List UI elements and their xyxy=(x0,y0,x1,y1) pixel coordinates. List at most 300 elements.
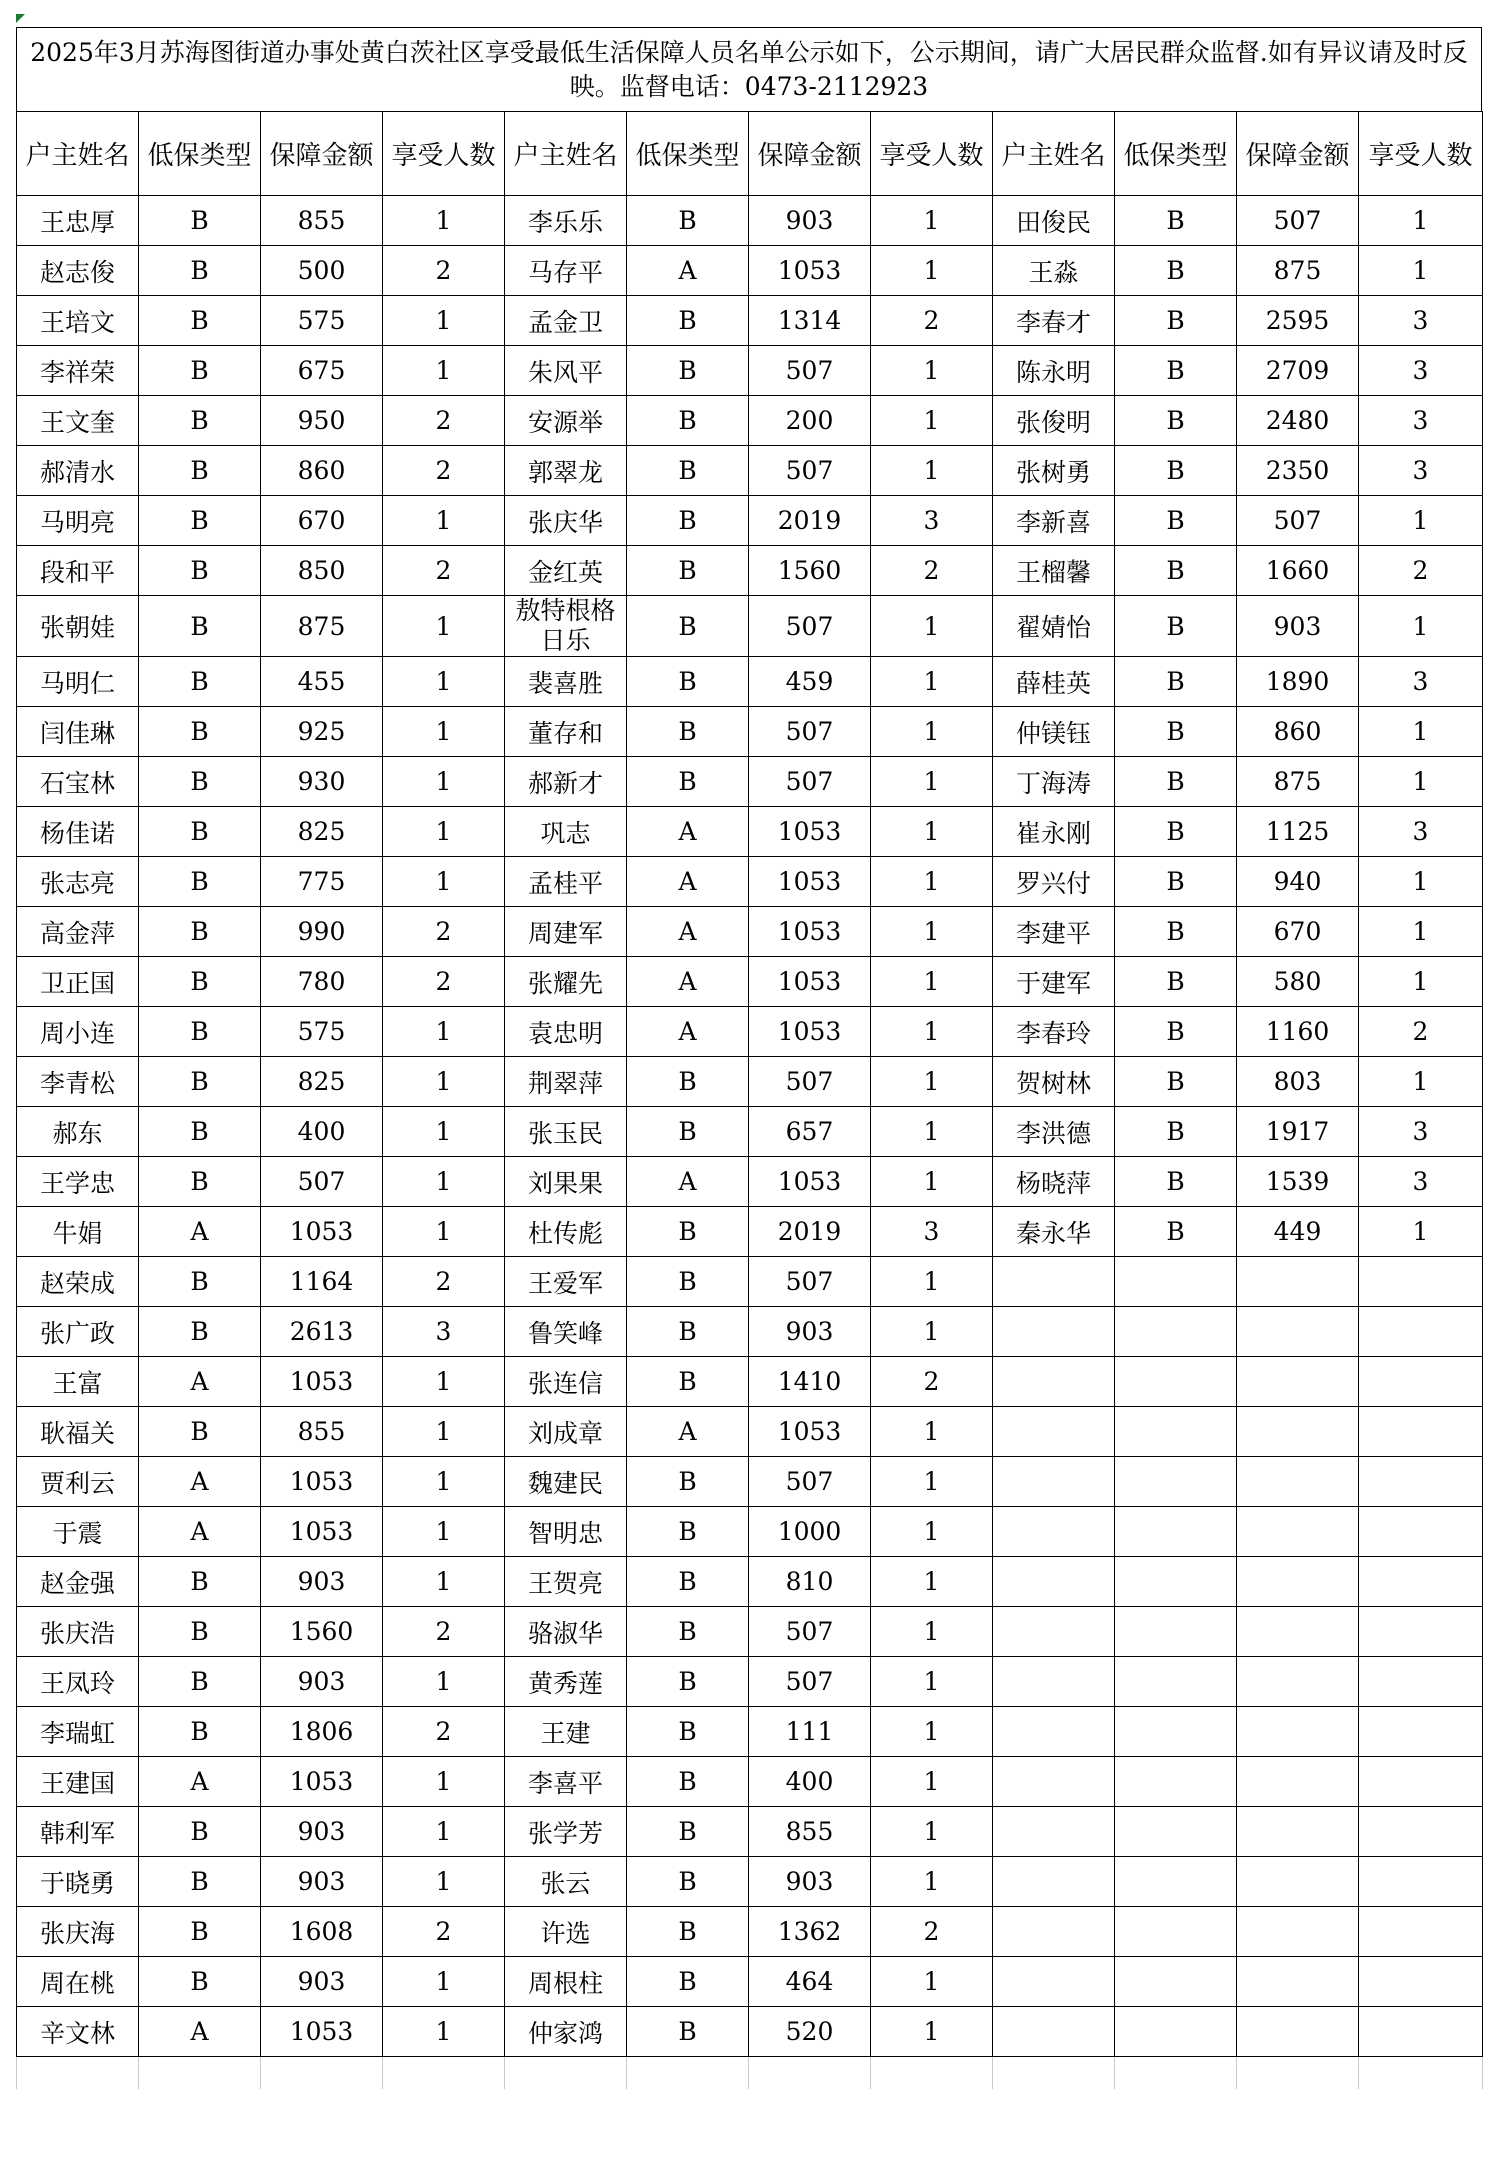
allowance-amount-cell[interactable]: 855 xyxy=(261,1407,383,1457)
householder-name-cell[interactable]: 李喜平 xyxy=(505,1757,627,1807)
householder-name-cell[interactable]: 赵荣成 xyxy=(17,1257,139,1307)
allowance-type-cell[interactable]: B xyxy=(627,1257,749,1307)
allowance-type-cell[interactable]: B xyxy=(139,446,261,496)
allowance-amount-cell[interactable]: 1160 xyxy=(1237,1007,1359,1057)
allowance-amount-cell[interactable]: 507 xyxy=(749,346,871,396)
allowance-type-cell[interactable]: B xyxy=(139,196,261,246)
householder-name-cell[interactable]: 杨晓萍 xyxy=(993,1157,1115,1207)
allowance-type-cell[interactable]: B xyxy=(1115,396,1237,446)
beneficiary-count-cell[interactable]: 2 xyxy=(383,1607,505,1657)
householder-name-cell[interactable]: 周根柱 xyxy=(505,1957,627,2007)
allowance-amount-cell[interactable]: 903 xyxy=(749,196,871,246)
allowance-amount-cell[interactable]: 455 xyxy=(261,657,383,707)
beneficiary-count-cell[interactable]: 1 xyxy=(1359,596,1483,657)
beneficiary-count-cell[interactable]: 2 xyxy=(1359,1007,1483,1057)
beneficiary-count-cell[interactable] xyxy=(1359,1657,1483,1707)
allowance-amount-cell[interactable]: 1053 xyxy=(261,1357,383,1407)
allowance-type-cell[interactable]: B xyxy=(627,1957,749,2007)
beneficiary-count-cell[interactable] xyxy=(1359,1307,1483,1357)
householder-name-cell[interactable]: 鲁笑峰 xyxy=(505,1307,627,1357)
allowance-amount-cell[interactable]: 903 xyxy=(1237,596,1359,657)
beneficiary-count-cell[interactable]: 1 xyxy=(383,1757,505,1807)
householder-name-cell[interactable] xyxy=(993,1857,1115,1907)
householder-name-cell[interactable]: 杨佳诺 xyxy=(17,807,139,857)
householder-name-cell[interactable]: 杜传彪 xyxy=(505,1207,627,1257)
allowance-type-cell[interactable] xyxy=(1115,2007,1237,2057)
beneficiary-count-cell[interactable]: 1 xyxy=(1359,1207,1483,1257)
householder-name-cell[interactable]: 王建 xyxy=(505,1707,627,1757)
allowance-type-cell[interactable]: B xyxy=(627,396,749,446)
householder-name-cell[interactable]: 王榴馨 xyxy=(993,546,1115,596)
beneficiary-count-cell[interactable]: 1 xyxy=(871,1557,993,1607)
householder-name-cell[interactable]: 张朝娃 xyxy=(17,596,139,657)
beneficiary-count-cell[interactable]: 1 xyxy=(871,2007,993,2057)
beneficiary-count-cell[interactable]: 2 xyxy=(1359,546,1483,596)
allowance-amount-cell[interactable]: 903 xyxy=(261,1957,383,2007)
householder-name-cell[interactable]: 王凤玲 xyxy=(17,1657,139,1707)
allowance-amount-cell[interactable]: 1660 xyxy=(1237,546,1359,596)
allowance-amount-cell[interactable]: 657 xyxy=(749,1107,871,1157)
allowance-type-cell[interactable]: B xyxy=(139,857,261,907)
allowance-type-cell[interactable]: B xyxy=(139,1807,261,1857)
beneficiary-count-cell[interactable] xyxy=(1359,2007,1483,2057)
allowance-type-cell[interactable]: B xyxy=(139,1607,261,1657)
householder-name-cell[interactable]: 郝东 xyxy=(17,1107,139,1157)
allowance-type-cell[interactable]: B xyxy=(627,1207,749,1257)
allowance-type-cell[interactable]: B xyxy=(1115,596,1237,657)
householder-name-cell[interactable]: 荆翠萍 xyxy=(505,1057,627,1107)
allowance-type-cell[interactable]: B xyxy=(139,596,261,657)
beneficiary-count-cell[interactable]: 1 xyxy=(383,1007,505,1057)
beneficiary-count-cell[interactable]: 1 xyxy=(871,1757,993,1807)
allowance-amount-cell[interactable]: 1053 xyxy=(749,857,871,907)
beneficiary-count-cell[interactable]: 1 xyxy=(383,2007,505,2057)
beneficiary-count-cell[interactable]: 3 xyxy=(1359,446,1483,496)
allowance-type-cell[interactable]: B xyxy=(1115,296,1237,346)
allowance-amount-cell[interactable]: 1608 xyxy=(261,1907,383,1957)
householder-name-cell[interactable]: 李祥荣 xyxy=(17,346,139,396)
allowance-amount-cell[interactable]: 507 xyxy=(749,707,871,757)
householder-name-cell[interactable]: 张志亮 xyxy=(17,857,139,907)
allowance-amount-cell[interactable]: 775 xyxy=(261,857,383,907)
beneficiary-count-cell[interactable]: 1 xyxy=(871,446,993,496)
beneficiary-count-cell[interactable]: 1 xyxy=(383,1407,505,1457)
allowance-type-cell[interactable]: B xyxy=(627,1807,749,1857)
beneficiary-count-cell[interactable]: 2 xyxy=(383,446,505,496)
allowance-amount-cell[interactable]: 940 xyxy=(1237,857,1359,907)
allowance-amount-cell[interactable]: 1806 xyxy=(261,1707,383,1757)
allowance-type-cell[interactable] xyxy=(1115,1357,1237,1407)
empty-cell[interactable] xyxy=(627,2057,749,2089)
allowance-type-cell[interactable]: B xyxy=(139,1107,261,1157)
allowance-type-cell[interactable]: B xyxy=(627,546,749,596)
allowance-type-cell[interactable]: B xyxy=(627,296,749,346)
allowance-amount-cell[interactable]: 1000 xyxy=(749,1507,871,1557)
householder-name-cell[interactable]: 赵志俊 xyxy=(17,246,139,296)
allowance-amount-cell[interactable]: 825 xyxy=(261,1057,383,1107)
beneficiary-count-cell[interactable]: 2 xyxy=(871,1357,993,1407)
allowance-amount-cell[interactable]: 780 xyxy=(261,957,383,1007)
allowance-type-cell[interactable] xyxy=(1115,1407,1237,1457)
beneficiary-count-cell[interactable]: 1 xyxy=(383,707,505,757)
allowance-amount-cell[interactable]: 1053 xyxy=(261,1207,383,1257)
allowance-amount-cell[interactable] xyxy=(1237,1707,1359,1757)
beneficiary-count-cell[interactable]: 1 xyxy=(1359,196,1483,246)
householder-name-cell[interactable]: 张庆海 xyxy=(17,1907,139,1957)
allowance-amount-cell[interactable]: 903 xyxy=(261,1807,383,1857)
allowance-type-cell[interactable] xyxy=(1115,1507,1237,1557)
beneficiary-count-cell[interactable]: 1 xyxy=(871,757,993,807)
allowance-amount-cell[interactable]: 464 xyxy=(749,1957,871,2007)
allowance-amount-cell[interactable]: 875 xyxy=(261,596,383,657)
beneficiary-count-cell[interactable]: 1 xyxy=(871,246,993,296)
allowance-amount-cell[interactable]: 675 xyxy=(261,346,383,396)
householder-name-cell[interactable]: 安源举 xyxy=(505,396,627,446)
allowance-type-cell[interactable]: B xyxy=(139,496,261,546)
allowance-amount-cell[interactable]: 2019 xyxy=(749,496,871,546)
allowance-amount-cell[interactable]: 903 xyxy=(261,1857,383,1907)
allowance-type-cell[interactable]: B xyxy=(139,957,261,1007)
allowance-type-cell[interactable]: A xyxy=(627,1007,749,1057)
householder-name-cell[interactable]: 贺树林 xyxy=(993,1057,1115,1107)
empty-cell[interactable] xyxy=(383,2057,505,2089)
beneficiary-count-cell[interactable] xyxy=(1359,1257,1483,1307)
allowance-type-cell[interactable]: B xyxy=(627,2007,749,2057)
allowance-type-cell[interactable]: A xyxy=(139,2007,261,2057)
allowance-amount-cell[interactable]: 855 xyxy=(261,196,383,246)
householder-name-cell[interactable]: 王学忠 xyxy=(17,1157,139,1207)
householder-name-cell[interactable] xyxy=(993,1757,1115,1807)
allowance-type-cell[interactable]: B xyxy=(139,1657,261,1707)
householder-name-cell[interactable]: 牛娟 xyxy=(17,1207,139,1257)
allowance-type-cell[interactable]: B xyxy=(139,1157,261,1207)
beneficiary-count-cell[interactable] xyxy=(1359,1407,1483,1457)
allowance-type-cell[interactable]: B xyxy=(1115,496,1237,546)
empty-cell[interactable] xyxy=(993,2057,1115,2089)
allowance-type-cell[interactable]: B xyxy=(627,1857,749,1907)
householder-name-cell[interactable]: 于建军 xyxy=(993,957,1115,1007)
householder-name-cell[interactable]: 张树勇 xyxy=(993,446,1115,496)
householder-name-cell[interactable]: 张连信 xyxy=(505,1357,627,1407)
householder-name-cell[interactable]: 郭翠龙 xyxy=(505,446,627,496)
allowance-type-cell[interactable]: B xyxy=(139,1557,261,1607)
householder-name-cell[interactable]: 许选 xyxy=(505,1907,627,1957)
allowance-type-cell[interactable]: A xyxy=(139,1357,261,1407)
allowance-type-cell[interactable] xyxy=(1115,1907,1237,1957)
beneficiary-count-cell[interactable]: 1 xyxy=(871,596,993,657)
beneficiary-count-cell[interactable]: 1 xyxy=(871,346,993,396)
allowance-type-cell[interactable]: B xyxy=(139,546,261,596)
empty-cell[interactable] xyxy=(1115,2057,1237,2089)
householder-name-cell[interactable]: 马存平 xyxy=(505,246,627,296)
allowance-amount-cell[interactable]: 850 xyxy=(261,546,383,596)
beneficiary-count-cell[interactable]: 1 xyxy=(383,596,505,657)
allowance-amount-cell[interactable]: 1053 xyxy=(261,1457,383,1507)
householder-name-cell[interactable]: 薛桂英 xyxy=(993,657,1115,707)
householder-name-cell[interactable]: 李建平 xyxy=(993,907,1115,957)
householder-name-cell[interactable]: 李青松 xyxy=(17,1057,139,1107)
allowance-amount-cell[interactable] xyxy=(1237,1257,1359,1307)
householder-name-cell[interactable]: 马明仁 xyxy=(17,657,139,707)
allowance-amount-cell[interactable]: 1362 xyxy=(749,1907,871,1957)
allowance-type-cell[interactable]: A xyxy=(627,857,749,907)
allowance-amount-cell[interactable]: 1053 xyxy=(749,1007,871,1057)
beneficiary-count-cell[interactable] xyxy=(1359,1557,1483,1607)
beneficiary-count-cell[interactable]: 2 xyxy=(383,1907,505,1957)
allowance-type-cell[interactable]: B xyxy=(627,1057,749,1107)
allowance-type-cell[interactable]: B xyxy=(139,1907,261,1957)
allowance-amount-cell[interactable]: 1053 xyxy=(749,1407,871,1457)
allowance-type-cell[interactable]: B xyxy=(139,1007,261,1057)
empty-cell[interactable] xyxy=(261,2057,383,2089)
allowance-type-cell[interactable]: B xyxy=(627,1457,749,1507)
allowance-amount-cell[interactable] xyxy=(1237,1807,1359,1857)
householder-name-cell[interactable]: 袁忠明 xyxy=(505,1007,627,1057)
beneficiary-count-cell[interactable]: 1 xyxy=(1359,857,1483,907)
allowance-amount-cell[interactable]: 507 xyxy=(261,1157,383,1207)
allowance-amount-cell[interactable]: 2350 xyxy=(1237,446,1359,496)
beneficiary-count-cell[interactable]: 1 xyxy=(383,1157,505,1207)
allowance-type-cell[interactable]: B xyxy=(627,1707,749,1757)
householder-name-cell[interactable]: 石宝林 xyxy=(17,757,139,807)
allowance-type-cell[interactable] xyxy=(1115,1857,1237,1907)
allowance-type-cell[interactable]: B xyxy=(139,246,261,296)
allowance-amount-cell[interactable]: 1053 xyxy=(749,1157,871,1207)
householder-name-cell[interactable]: 贾利云 xyxy=(17,1457,139,1507)
allowance-type-cell[interactable]: B xyxy=(1115,1107,1237,1157)
allowance-amount-cell[interactable] xyxy=(1237,1957,1359,2007)
beneficiary-count-cell[interactable]: 1 xyxy=(871,1257,993,1307)
householder-name-cell[interactable]: 董存和 xyxy=(505,707,627,757)
allowance-type-cell[interactable]: B xyxy=(627,1907,749,1957)
allowance-amount-cell[interactable]: 925 xyxy=(261,707,383,757)
beneficiary-count-cell[interactable] xyxy=(1359,1507,1483,1557)
allowance-amount-cell[interactable]: 860 xyxy=(261,446,383,496)
beneficiary-count-cell[interactable] xyxy=(1359,1357,1483,1407)
allowance-type-cell[interactable]: B xyxy=(627,657,749,707)
householder-name-cell[interactable]: 高金萍 xyxy=(17,907,139,957)
beneficiary-count-cell[interactable]: 2 xyxy=(383,396,505,446)
beneficiary-count-cell[interactable]: 1 xyxy=(383,657,505,707)
householder-name-cell[interactable]: 李乐乐 xyxy=(505,196,627,246)
allowance-amount-cell[interactable] xyxy=(1237,1507,1359,1557)
allowance-type-header[interactable]: 低保类型 xyxy=(627,112,749,196)
allowance-amount-cell[interactable]: 575 xyxy=(261,1007,383,1057)
allowance-type-cell[interactable] xyxy=(1115,1757,1237,1807)
allowance-type-cell[interactable] xyxy=(1115,1257,1237,1307)
beneficiary-count-cell[interactable]: 1 xyxy=(871,1457,993,1507)
householder-name-cell[interactable]: 张庆浩 xyxy=(17,1607,139,1657)
householder-name-cell[interactable]: 朱风平 xyxy=(505,346,627,396)
beneficiary-count-cell[interactable] xyxy=(1359,1757,1483,1807)
householder-name-cell[interactable]: 王培文 xyxy=(17,296,139,346)
beneficiary-count-cell[interactable]: 1 xyxy=(871,1107,993,1157)
allowance-type-cell[interactable]: B xyxy=(139,1957,261,2007)
allowance-amount-cell[interactable]: 2595 xyxy=(1237,296,1359,346)
beneficiary-count-cell[interactable]: 3 xyxy=(1359,346,1483,396)
allowance-amount-cell[interactable]: 1053 xyxy=(261,1507,383,1557)
beneficiary-count-cell[interactable] xyxy=(1359,1707,1483,1757)
householder-name-cell[interactable]: 田俊民 xyxy=(993,196,1115,246)
beneficiary-count-cell[interactable]: 1 xyxy=(871,396,993,446)
empty-cell[interactable] xyxy=(1359,2057,1483,2089)
beneficiary-count-cell[interactable]: 1 xyxy=(383,1857,505,1907)
allowance-type-cell[interactable]: B xyxy=(139,907,261,957)
allowance-type-cell[interactable]: B xyxy=(627,1107,749,1157)
allowance-amount-cell[interactable]: 1917 xyxy=(1237,1107,1359,1157)
allowance-amount-cell[interactable]: 507 xyxy=(749,1607,871,1657)
beneficiary-count-cell[interactable]: 1 xyxy=(383,1207,505,1257)
householder-name-cell[interactable] xyxy=(993,1807,1115,1857)
householder-name-cell[interactable]: 于震 xyxy=(17,1507,139,1557)
allowance-amount-cell[interactable]: 507 xyxy=(749,446,871,496)
allowance-amount-cell[interactable]: 1053 xyxy=(749,807,871,857)
householder-name-cell[interactable] xyxy=(993,2007,1115,2057)
householder-name-cell[interactable]: 骆淑华 xyxy=(505,1607,627,1657)
householder-name-cell[interactable]: 仲镁钰 xyxy=(993,707,1115,757)
allowance-type-cell[interactable] xyxy=(1115,1657,1237,1707)
householder-name-cell[interactable]: 郝新才 xyxy=(505,757,627,807)
allowance-type-cell[interactable]: B xyxy=(627,446,749,496)
allowance-type-cell[interactable]: B xyxy=(1115,757,1237,807)
allowance-type-cell[interactable]: B xyxy=(627,1607,749,1657)
allowance-type-cell[interactable]: A xyxy=(627,957,749,1007)
beneficiary-count-cell[interactable]: 1 xyxy=(871,1007,993,1057)
allowance-type-cell[interactable]: B xyxy=(1115,1057,1237,1107)
householder-name-cell[interactable]: 耿福关 xyxy=(17,1407,139,1457)
allowance-type-cell[interactable]: B xyxy=(1115,246,1237,296)
allowance-amount-cell[interactable]: 930 xyxy=(261,757,383,807)
beneficiary-count-cell[interactable]: 1 xyxy=(383,757,505,807)
householder-name-cell[interactable] xyxy=(993,1257,1115,1307)
householder-name-cell[interactable]: 张广政 xyxy=(17,1307,139,1357)
beneficiary-count-cell[interactable]: 2 xyxy=(383,1257,505,1307)
householder-name-cell[interactable] xyxy=(993,1457,1115,1507)
householder-name-cell[interactable]: 郝清水 xyxy=(17,446,139,496)
allowance-amount-cell[interactable]: 2480 xyxy=(1237,396,1359,446)
householder-name-cell[interactable]: 王忠厚 xyxy=(17,196,139,246)
allowance-amount-cell[interactable]: 459 xyxy=(749,657,871,707)
allowance-amount-cell[interactable]: 855 xyxy=(749,1807,871,1857)
allowance-amount-cell[interactable] xyxy=(1237,1457,1359,1507)
allowance-type-cell[interactable]: A xyxy=(627,1157,749,1207)
beneficiary-count-cell[interactable]: 1 xyxy=(383,807,505,857)
householder-name-cell[interactable]: 李洪德 xyxy=(993,1107,1115,1157)
householder-name-cell[interactable]: 张学芳 xyxy=(505,1807,627,1857)
allowance-amount-cell[interactable] xyxy=(1237,1557,1359,1607)
householder-name-header[interactable]: 户主姓名 xyxy=(993,112,1115,196)
allowance-type-cell[interactable]: B xyxy=(1115,957,1237,1007)
allowance-amount-cell[interactable]: 950 xyxy=(261,396,383,446)
householder-name-cell[interactable]: 张玉民 xyxy=(505,1107,627,1157)
householder-name-cell[interactable] xyxy=(993,1957,1115,2007)
beneficiary-count-cell[interactable]: 2 xyxy=(871,1907,993,1957)
allowance-type-cell[interactable]: A xyxy=(627,907,749,957)
allowance-amount-cell[interactable] xyxy=(1237,1857,1359,1907)
allowance-type-cell[interactable]: B xyxy=(627,496,749,546)
beneficiary-count-cell[interactable]: 1 xyxy=(871,907,993,957)
allowance-type-cell[interactable]: A xyxy=(139,1507,261,1557)
allowance-type-cell[interactable]: B xyxy=(627,346,749,396)
allowance-type-cell[interactable]: B xyxy=(139,1707,261,1757)
beneficiary-count-cell[interactable]: 1 xyxy=(383,496,505,546)
allowance-type-cell[interactable] xyxy=(1115,1557,1237,1607)
allowance-amount-cell[interactable] xyxy=(1237,1757,1359,1807)
beneficiary-count-cell[interactable]: 3 xyxy=(871,1207,993,1257)
beneficiary-count-cell[interactable]: 1 xyxy=(871,1057,993,1107)
beneficiary-count-cell[interactable]: 1 xyxy=(871,1307,993,1357)
allowance-amount-cell[interactable]: 1314 xyxy=(749,296,871,346)
beneficiary-count-cell[interactable]: 1 xyxy=(1359,707,1483,757)
allowance-amount-cell[interactable]: 1053 xyxy=(749,246,871,296)
allowance-type-cell[interactable]: A xyxy=(627,1407,749,1457)
allowance-amount-cell[interactable]: 903 xyxy=(749,1307,871,1357)
allowance-amount-cell[interactable]: 1560 xyxy=(261,1607,383,1657)
allowance-type-cell[interactable]: B xyxy=(1115,546,1237,596)
allowance-amount-cell[interactable] xyxy=(1237,1357,1359,1407)
beneficiary-count-cell[interactable] xyxy=(1359,1857,1483,1907)
allowance-type-cell[interactable]: B xyxy=(139,1857,261,1907)
householder-name-cell[interactable]: 魏建民 xyxy=(505,1457,627,1507)
householder-name-cell[interactable]: 金红英 xyxy=(505,546,627,596)
householder-name-cell[interactable]: 马明亮 xyxy=(17,496,139,546)
householder-name-cell[interactable]: 卫正国 xyxy=(17,957,139,1007)
householder-name-cell[interactable]: 于晓勇 xyxy=(17,1857,139,1907)
beneficiary-count-cell[interactable]: 2 xyxy=(871,546,993,596)
beneficiary-count-cell[interactable]: 1 xyxy=(383,1107,505,1157)
allowance-type-cell[interactable]: B xyxy=(1115,907,1237,957)
householder-name-cell[interactable]: 丁海涛 xyxy=(993,757,1115,807)
householder-name-cell[interactable] xyxy=(993,1607,1115,1657)
beneficiary-count-cell[interactable]: 1 xyxy=(1359,907,1483,957)
householder-name-cell[interactable]: 刘果果 xyxy=(505,1157,627,1207)
allowance-amount-cell[interactable]: 810 xyxy=(749,1557,871,1607)
allowance-type-cell[interactable]: B xyxy=(139,1257,261,1307)
householder-name-cell[interactable]: 李春才 xyxy=(993,296,1115,346)
beneficiary-count-cell[interactable]: 1 xyxy=(871,657,993,707)
allowance-amount-cell[interactable]: 111 xyxy=(749,1707,871,1757)
allowance-amount-cell[interactable]: 1053 xyxy=(749,907,871,957)
householder-name-cell[interactable]: 周在桃 xyxy=(17,1957,139,2007)
householder-name-cell[interactable]: 王爱军 xyxy=(505,1257,627,1307)
allowance-amount-cell[interactable]: 507 xyxy=(749,1457,871,1507)
beneficiary-count-header[interactable]: 享受人数 xyxy=(871,112,993,196)
beneficiary-count-cell[interactable]: 1 xyxy=(871,957,993,1007)
allowance-type-cell[interactable] xyxy=(1115,1457,1237,1507)
householder-name-cell[interactable]: 刘成章 xyxy=(505,1407,627,1457)
beneficiary-count-cell[interactable]: 1 xyxy=(383,857,505,907)
empty-cell[interactable] xyxy=(1237,2057,1359,2089)
beneficiary-count-cell[interactable]: 2 xyxy=(383,957,505,1007)
beneficiary-count-cell[interactable]: 1 xyxy=(871,1607,993,1657)
householder-name-header[interactable]: 户主姓名 xyxy=(17,112,139,196)
beneficiary-count-cell[interactable] xyxy=(1359,1957,1483,2007)
allowance-type-cell[interactable]: A xyxy=(627,807,749,857)
allowance-type-cell[interactable]: A xyxy=(139,1457,261,1507)
householder-name-cell[interactable]: 李新喜 xyxy=(993,496,1115,546)
allowance-amount-cell[interactable]: 903 xyxy=(261,1657,383,1707)
householder-name-cell[interactable]: 张俊明 xyxy=(993,396,1115,446)
beneficiary-count-cell[interactable]: 1 xyxy=(871,1657,993,1707)
allowance-type-cell[interactable]: B xyxy=(627,1557,749,1607)
beneficiary-count-cell[interactable]: 1 xyxy=(871,1407,993,1457)
allowance-amount-cell[interactable] xyxy=(1237,1657,1359,1707)
allowance-type-cell[interactable]: B xyxy=(139,1057,261,1107)
allowance-amount-cell[interactable]: 1053 xyxy=(261,2007,383,2057)
beneficiary-count-cell[interactable]: 2 xyxy=(871,296,993,346)
householder-name-cell[interactable] xyxy=(993,1707,1115,1757)
allowance-type-header[interactable]: 低保类型 xyxy=(139,112,261,196)
